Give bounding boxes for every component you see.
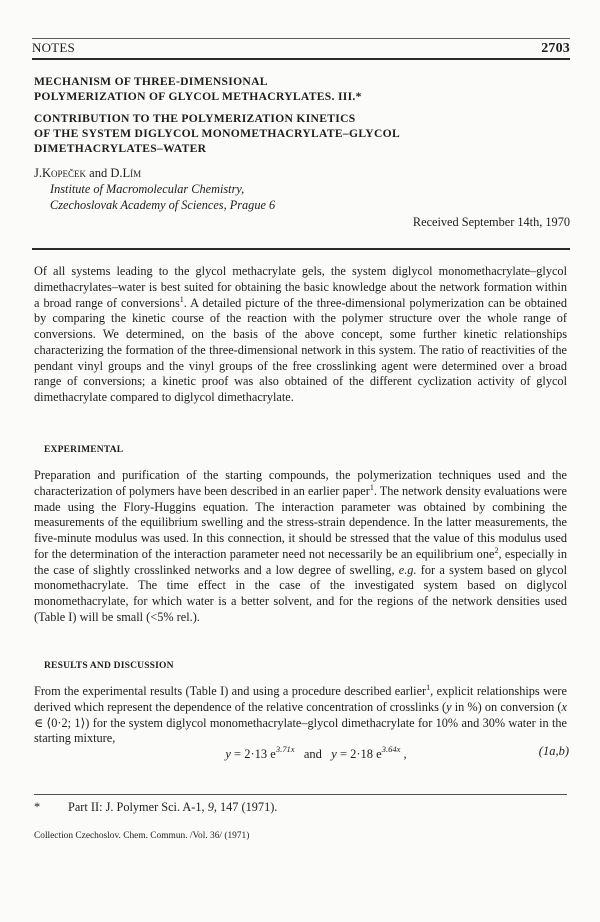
author-name: Kopeček [42,166,87,180]
experimental-paragraph [34,468,567,626]
equation-term: , [400,747,407,761]
footnote-volume: 9 [207,800,214,814]
page-number: 2703 [541,41,570,56]
section-heading-results: RESULTS AND DISCUSSION [44,661,174,671]
author-connector: and [86,166,111,180]
text-run: in %) on conversion ( [451,699,562,714]
math-variable: y [331,747,337,761]
text-run: From the experimental results (Table I) and using a procedure described earlier [34,684,427,698]
text-run: e.g. [398,562,417,577]
affiliation-line: Czechoslovak Academy of Sciences, Prague 6 [50,198,276,212]
equation-exponent: 3.64x [381,744,401,754]
text-run: ∈ ⟨0·2; 1⟩) for the system diglycol monomethacrylate–glycol dimethacrylate for 10% and 30% water in the starting mixture, [34,715,567,746]
title-line: MECHANISM OF THREE-DIMENSIONAL [34,75,268,88]
results-paragraph [34,684,567,747]
text-run: , explicit relationships were derived which represent the dependence of the relative concentration of crosslinks ( [34,684,567,714]
text-run: , especially in the case of slightly crosslinked networks and a low degree of swelling, [34,546,567,577]
equation-number: (1a,b) [538,744,569,758]
text-run: Preparation and purification of the starting compounds, the polymerization techniques used and the characterization of polymers have been described in an earlier paper [34,468,567,498]
journal-footer: Collection Czechoslov. Chem. Commun. /Vol. 36/ (1971) [34,831,250,841]
header-bottom-rule [32,58,570,60]
subtitle-line: OF THE SYSTEM DIGLYCOL MONOMETHACRYLATE–GLYCOL [34,126,400,140]
header-separator-rule [32,248,570,250]
running-head-section: NOTES [32,40,75,55]
received-date: Received September 14th, 1970 [412,215,570,229]
equation-1ab [0,744,600,762]
footnote [34,800,277,815]
text-run: Of all systems leading to the glycol methacrylate gels, the system diglycol monomethacrylate–glycol dimethacrylates–water is best suited for obtaining the basic knowledge about the network formation within a broad range of conversions [34,264,567,310]
text-run: for a system based on glycol monomethacrylate. The time effect in the case of the investigated system based on diglycol monomethacrylate, for which water is a better solvent, and for the regions of the network densities used (Table I) will be small (<5% rel.). [34,562,567,624]
citation-ref: 1 [179,294,184,304]
footnote-marker: * [34,800,41,814]
text-run: . A detailed picture of the three-dimensional polymerization can be obtained by comparing the kinetic course of the reaction with the polymer structure over the whole range of conversions. We determined, on the basis of the above concept, some further kinetic relationships characterizing the formation of the three-dimensional network in this system. The ratio of reactivities of the pendant vinyl groups and the vinyl groups of the free crosslinking agent were determined over a broad range of conversions; a kinetic proof was also obtained of the different cyclization activity of glycol dimethacrylate compared to diglycol dimethacrylate. [34,295,568,404]
subtitle-line: DIMETHACRYLATES–WATER [34,142,207,156]
subtitle-line: CONTRIBUTION TO THE POLYMERIZATION KINETICS [34,111,356,125]
author-initial: D. [110,166,123,180]
footnote-text: , 147 (1971). [213,800,278,814]
equation-exponent: 3.71x [275,744,295,754]
citation-ref: 2 [494,545,499,555]
footnote-text: Part II: J. Polymer Sci. A-1, [68,800,208,814]
author-list [34,166,141,181]
text-run: . The network density evaluations were made using the Flory-Huggins equation. The interaction parameter was obtained by combining the measurements of the equilibrium swelling and the stress-strain dependence. In the latter measurements, the five-minute modulus was used. In this connection, it should be stressed that the value of this modulus used for the determination of the interaction parameter need not necessarily be an equilibrium one [34,483,567,561]
title-line: POLYMERIZATION OF GLYCOL METHACRYLATES. III.* [34,90,362,104]
equation-term: = 2·18 e [336,747,382,761]
author-name: Lím [122,166,142,180]
citation-ref: 1 [426,683,431,692]
article-title [34,74,554,156]
math-variable: x [561,699,567,714]
math-variable: y [446,699,452,714]
equation-body [225,744,406,762]
affiliation [50,181,275,213]
author-initial: J. [34,166,42,180]
header-top-rule [32,38,570,39]
affiliation-line: Institute of Macromolecular Chemistry, [50,182,245,196]
math-variable: y [225,747,231,761]
equation-connector: and [303,747,322,761]
citation-ref: 1 [369,482,374,492]
intro-paragraph [34,264,567,406]
footnote-rule [34,794,567,795]
equation-term: = 2·13 e [230,747,276,761]
section-heading-experimental: EXPERIMENTAL [44,445,124,455]
running-head [32,40,570,57]
